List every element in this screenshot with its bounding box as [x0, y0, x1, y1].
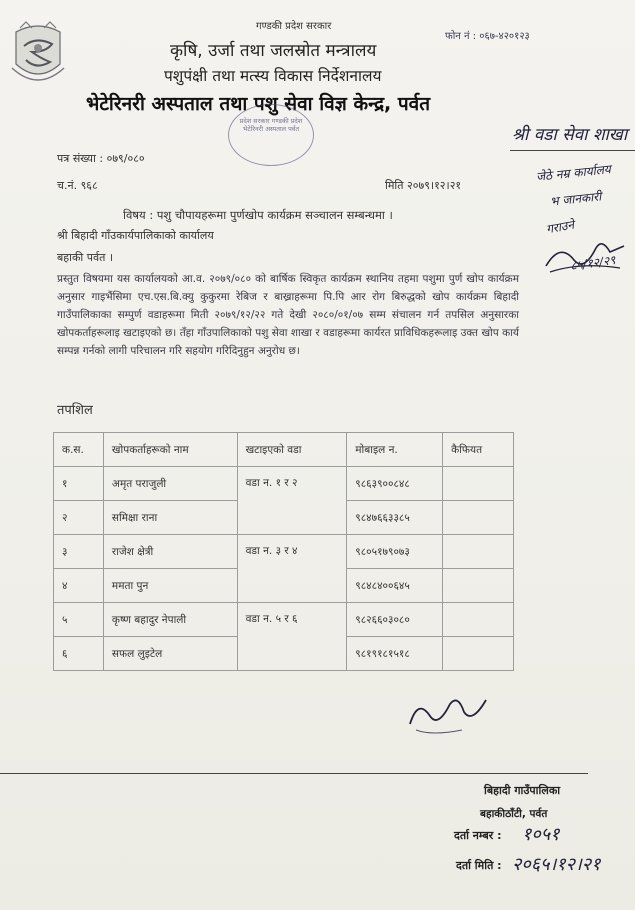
cell-sn: १ [54, 467, 104, 501]
tapasil-heading: तपशिल [57, 403, 93, 418]
table-row [54, 535, 514, 569]
cell-ward: वडा न. १ र २ [237, 467, 347, 535]
letter-number: पत्र संख्या : ०७९/०८० [57, 152, 145, 165]
registration-label: दर्ता नम्बर : [454, 829, 502, 842]
dispatch-number: च.नं. ९६८ [57, 179, 98, 192]
cell-remark [443, 535, 514, 569]
cell-name: समिक्षा राना [103, 501, 237, 535]
receipt-divider [0, 773, 588, 774]
cell-remark [443, 467, 514, 501]
letter-body: प्रस्तुत विषयमा यस कार्यालयको आ.व. २०७९/०८० को बार्षिक स्विकृत कार्यक्रम स्थानिय तहमा पशुमा पुर्ण खोप कार्यक्रम अनुसार गाइभैंसिमा एच.एस.बि.क्यु कुकुरमा रेबिज र बाख्राहरूमा पि.पि आर रोग बिरुद्धको खोप कार्यक्रम बिहादी गाउँपालिकाका सम्पुर्ण वडाहरूमा मिती २०७९/१२/२२ गते देखी २०८०/०१/०७ सम्म संचालन गर्न तपसिल अनुसारका खोपकर्ताहरूलाइ खटाइएको छ। तँहा गाँउपालिकाको पशु सेवा शाखा र वडाहरूमा कार्यरत प्राविधिकहरूलाइ उक्त खोप कार्य सम्पन्न गर्नको लागी परिचालन गरि सहयोग गरिदिनुहुन अनुरोध छ। [57, 273, 519, 357]
letter-date: मिति २०७९।१२।२१ [385, 179, 462, 192]
margin-note-date: ८५/१२/२९ [569, 252, 617, 274]
cell-sn: २ [54, 501, 104, 535]
margin-underline [510, 150, 635, 151]
recipient-line2: बहाकी पर्वत । [57, 251, 114, 264]
cell-ward: वडा न. ३ र ४ [237, 535, 347, 603]
receipt-org: बिहादी गाउँपालिका [484, 784, 561, 797]
cell-name: अमृत पराजुली [103, 467, 237, 501]
cell-sn: ५ [54, 603, 104, 637]
table-row [54, 603, 514, 637]
col-header-sn: क.स. [54, 433, 104, 467]
cell-mobile: ९८४८४००६४५ [347, 569, 443, 603]
col-header-ward: खटाइएको वडा [237, 433, 347, 467]
phone-number: फोन नं : ०६७-४२०१२३ [445, 31, 530, 42]
cell-name: राजेश क्षेत्री [103, 535, 237, 569]
cell-mobile: ९८०५१७९०७३ [347, 535, 443, 569]
margin-note-line4: गराउने [545, 217, 576, 237]
registration-date-label: दर्ता मिति : [456, 859, 502, 872]
gov-name: गण्डकी प्रदेश सरकार [256, 21, 332, 32]
cell-name: ममता पुन [103, 569, 237, 603]
directorate-name: पशुपंक्षी तथा मत्स्य विकास निर्देशनालय [164, 67, 382, 85]
ministry-name: कृषि, उर्जा तथा जलस्रोत मन्त्रालय [170, 41, 377, 61]
margin-note-line1: श्री वडा सेवा शाखा [512, 125, 628, 145]
col-header-name: खोपकर्ताहरूको नाम [103, 433, 237, 467]
cell-sn: ३ [54, 535, 104, 569]
cell-mobile: ९८१९१८१५१८ [347, 637, 443, 671]
government-emblem-icon [6, 18, 70, 90]
cell-sn: ४ [54, 569, 104, 603]
office-name: भेटेरिनरी अस्पताल तथा पशु सेवा विज्ञ केन्द्र, पर्वत [86, 93, 431, 115]
registration-date: २०६५।१२।२१ [512, 854, 601, 875]
col-header-mobile: मोबाइल न. [347, 433, 443, 467]
cell-remark [443, 501, 514, 535]
subject-line: विषय : पशु चौपायहरूमा पुर्णखोप कार्यक्रम सञ्चालन सम्बन्धमा । [123, 208, 393, 222]
cell-mobile: ९८६३९००८४८ [347, 467, 443, 501]
office-stamp: प्रदेश सरकार गण्डकी प्रदेश भेटेरिनरी अस्पताल पर्वत [228, 104, 314, 166]
cell-remark [443, 637, 514, 671]
cell-remark [443, 603, 514, 637]
receipt-place: बहाकीठाँटी, पर्वत [480, 808, 548, 820]
col-header-remark: कैफियत [443, 433, 514, 467]
cell-ward: वडा न. ५ र ६ [237, 603, 347, 671]
recipient-line1: श्री बिहादी गाँउकार्यपालिकाको कार्यालय [57, 229, 214, 242]
cell-remark [443, 569, 514, 603]
table-header-row [54, 433, 514, 467]
cell-mobile: ९८२६६०३०८० [347, 603, 443, 637]
cell-name: कृष्ण बहादुर नेपाली [103, 603, 237, 637]
vaccinator-table [53, 432, 514, 671]
table-row [54, 467, 514, 501]
cell-name: सफल लुइटेल [103, 637, 237, 671]
cell-mobile: ९८४७६६३३८५ [347, 501, 443, 535]
margin-note-line2: जेठे नम्र कार्यालय [535, 162, 612, 184]
officer-signature [402, 690, 492, 740]
registration-number: १०५१ [522, 824, 560, 845]
cell-sn: ६ [54, 637, 104, 671]
margin-note-line3: भ जानकारी [549, 189, 602, 209]
